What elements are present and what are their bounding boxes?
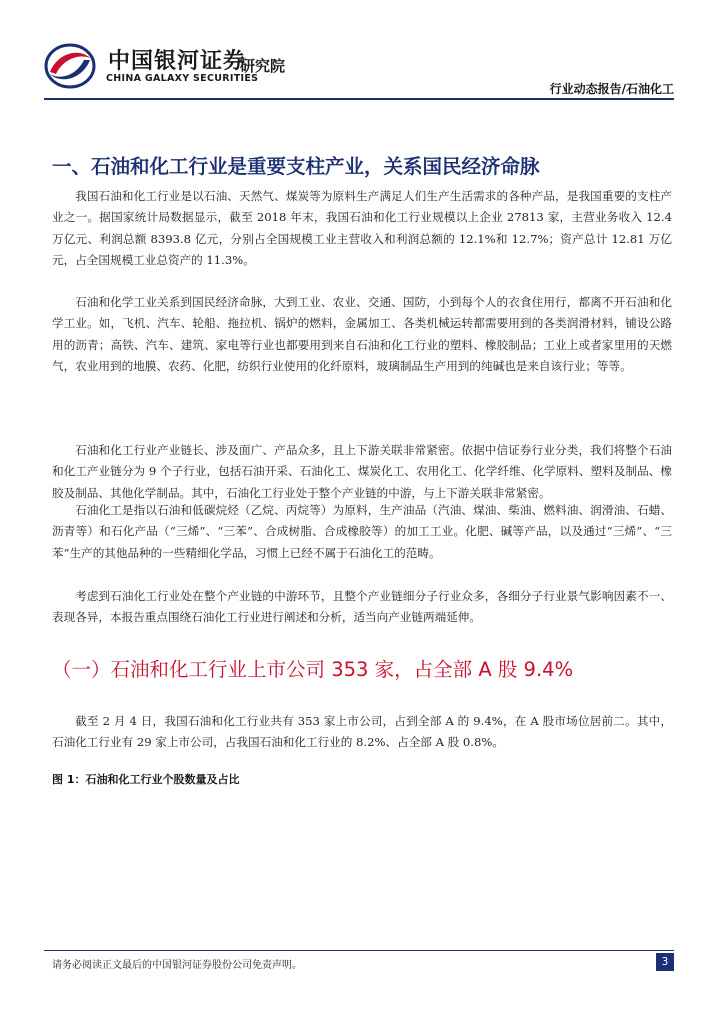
body-paragraph: 考虑到石油化工行业处在整个产业链的中游环节，且整个产业链细分子行业众多，各细分子行业景气影响因素不一、表现各异，本报告重点围绕石油化工行业进行阐述和分析，适当向产业链两端延伸。 [52, 589, 672, 625]
company-name-cn: 中国银河证券 [108, 49, 247, 74]
body-paragraph: 石油和化学工业关系到国民经济命脉，大到工业、农业、交通、国防，小到每个人的衣食住用行，都离不开石油和化学工业。如，飞机、汽车、轮船、拖拉机、锅炉的燃料，金属加工、各类机械运转都需要用到的各类润滑材料，铺设公路用的沥青；高铁、汽车、建筑、家电等行业也都要用到来自石油和化工行业的塑料、橡胶制品；工业上或者家里用的天燃气，农业用到的地膜、农药、化肥，纺织行业使用的化纤原料，玻璃制品生产用到的纯碱也是来自该行业；等等。 [52, 295, 672, 373]
company-name-en: CHINA GALAXY SECURITIES [106, 73, 259, 84]
header-divider [44, 98, 674, 100]
footer-divider [44, 950, 674, 951]
subsection-heading: （一）石油和化工行业上市公司 353 家，占全部 A 股 9.4% [52, 658, 574, 681]
figure-caption: 图 1：石油和化工行业个股数量及占比 [52, 773, 240, 786]
galaxy-logo-icon [44, 42, 96, 90]
body-paragraph: 我国石油和化工行业是以石油、天然气、煤炭等为原料生产满足人们生产生活需求的各种产品，是我国重要的支柱产业之一。据国家统计局数据显示，截至 2018 年末，我国石油和化工行业规模以上企业 27813 家，主营业务收入 12.4 万亿元、利润总额 8393.8 亿元，分别占全国规模工业主营收入和利润总额的 12.1%和 12.7%；资产总计 12.81 万亿元，占全国规模工业总资产的 11.3%。 [52, 189, 672, 267]
page-number: 3 [656, 953, 674, 971]
body-paragraph: 石油和化工行业产业链长、涉及面广、产品众多，且上下游关联非常紧密。依据中信证券行业分类，我们将整个石油和化工产业链分为 9 个子行业，包括石油开采、石油化工、煤炭化工、农用化工、化学纤维、化学原料、塑料及制品、橡胶及制品、其他化学制品。其中，石油化工行业处于整个产业链的中游，与上下游关联非常紧密。 [52, 443, 672, 500]
body-paragraph: 石油化工是指以石油和低碳烷烃（乙烷、丙烷等）为原料，生产油品（汽油、煤油、柴油、燃料油、润滑油、石蜡、沥青等）和石化产品（“三烯”、“三苯”、合成树脂、合成橡胶等）的加工工业。化肥、碱等产品，以及通过“三烯”、“三苯”生产的其他品种的一些精细化学品，习惯上已经不属于石油化工的范畴。 [52, 503, 672, 560]
report-type: 行业动态报告/石油化工 [549, 82, 674, 96]
page-header [0, 0, 724, 100]
disclaimer-text: 请务必阅读正文最后的中国银河证券股份公司免责声明。 [52, 960, 302, 971]
body-paragraph: 截至 2 月 4 日，我国石油和化工行业共有 353 家上市公司，占到全部 A 的 9.4%，在 A 股市场位居前二。其中，石油化工行业有 29 家上市公司，占我国石油和化工行业的 8.2%、占全部 A 股 0.8%。 [52, 714, 672, 750]
section-heading: 一、石油和化工行业是重要支柱产业，关系国民经济命脉 [52, 155, 540, 178]
institute-label: 研究院 [240, 57, 286, 75]
